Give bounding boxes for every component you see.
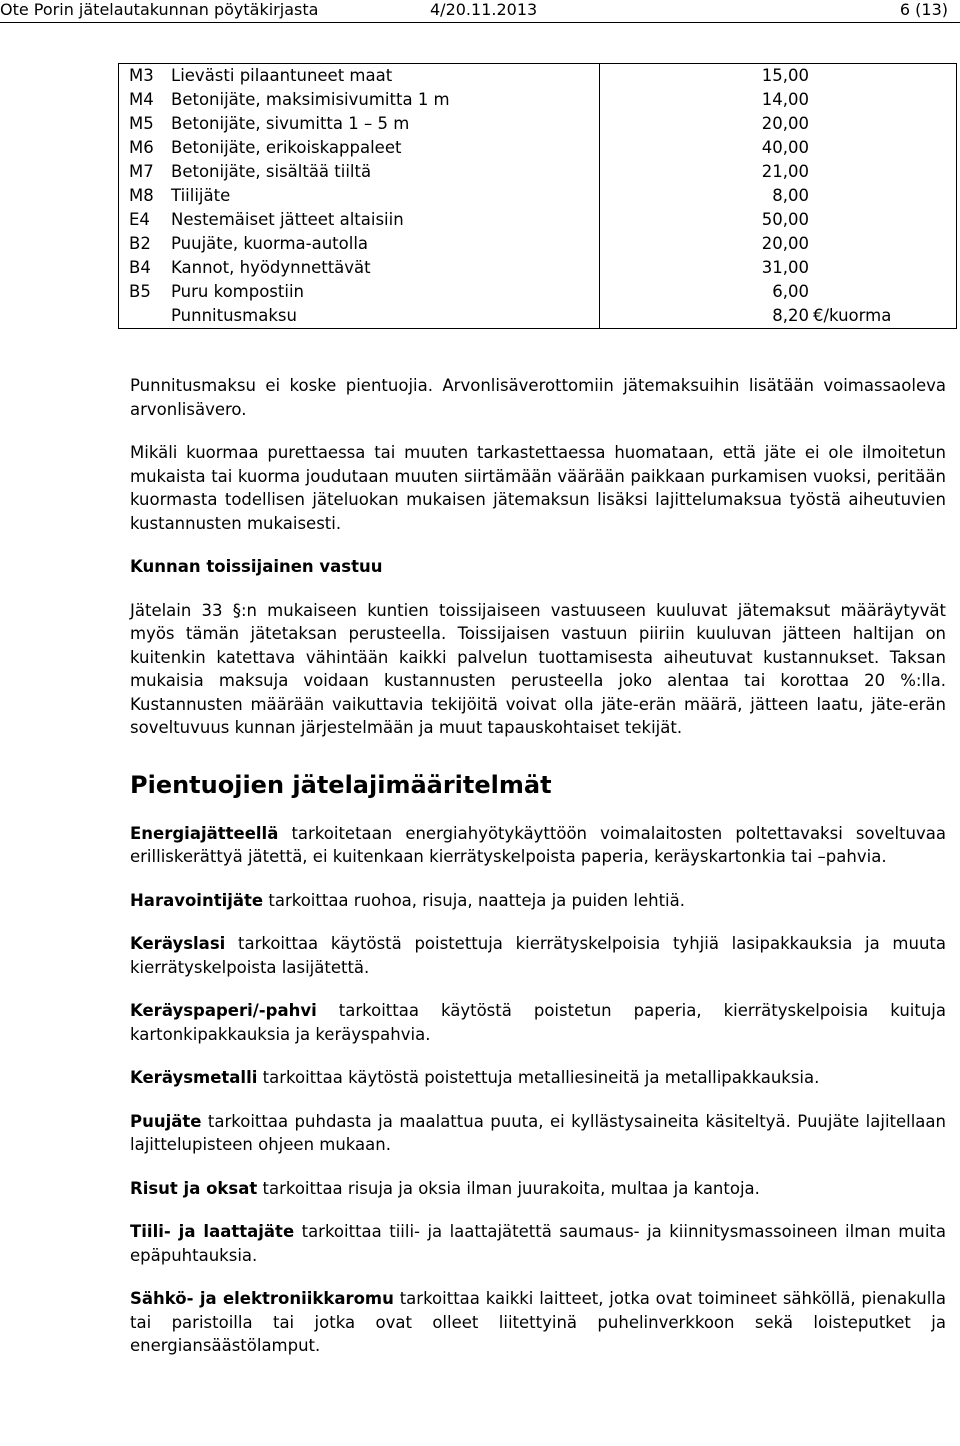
fee-row-label — [119, 184, 600, 208]
definition-term: Sähkö- ja elektroniikkaromu — [130, 1289, 394, 1308]
fee-row — [119, 64, 957, 89]
definition-text: tarkoittaa kaikki laitteet, jotka ovat toimineet sähköllä, pienakulla tai paristoilla tai jotka ovat olleet liitettyinä puhelinverkkoon sekä loisteputket ja energiansäästölamput. — [130, 1289, 946, 1355]
definition-item — [130, 1287, 946, 1358]
definition-term: Risut ja oksat — [130, 1178, 258, 1198]
fee-row-label — [119, 160, 600, 184]
fee-unit — [809, 256, 957, 280]
definition-term: Keräyspaperi/-pahvi — [130, 1001, 317, 1020]
fee-table-body — [119, 64, 957, 329]
fee-value: 40,00 — [761, 138, 809, 157]
fee-value: 20,00 — [761, 114, 809, 133]
fee-row — [119, 256, 957, 280]
definition-item — [130, 1110, 946, 1157]
definition-item — [130, 999, 946, 1046]
definition-item — [130, 1177, 946, 1201]
fee-value: 50,00 — [761, 210, 809, 229]
fee-table — [118, 63, 957, 329]
fee-row — [119, 88, 957, 112]
fee-unit — [809, 64, 957, 89]
fee-value: 14,00 — [761, 90, 809, 109]
fee-unit — [809, 232, 957, 256]
section-heading-small-deliverers: Pientuojien jätelajimääritelmät — [130, 770, 552, 799]
waste-type-name: Betonijäte, sivumitta 1 – 5 m — [171, 114, 410, 133]
definition-term: Keräyslasi — [130, 934, 226, 953]
definition-term: Keräysmetalli — [130, 1068, 258, 1087]
fee-value: 15,00 — [761, 66, 809, 85]
waste-code: B2 — [129, 234, 151, 253]
waste-type-name: Kannot, hyödynnettävät — [171, 258, 371, 277]
fee-row-label — [119, 304, 600, 329]
waste-code: B4 — [129, 258, 151, 277]
fee-row — [119, 136, 957, 160]
definition-term: Energiajätteellä — [130, 823, 279, 843]
fee-unit — [809, 160, 957, 184]
definition-term: Puujäte — [130, 1111, 202, 1131]
fee-unit — [809, 184, 957, 208]
definition-item — [130, 1066, 946, 1090]
fee-row-label — [119, 232, 600, 256]
section-heading-secondary-responsibility: Kunnan toissijainen vastuu — [130, 557, 383, 576]
definition-item — [130, 1220, 946, 1267]
fee-unit — [809, 280, 957, 304]
fee-value: 20,00 — [761, 234, 809, 253]
definition-text: tarkoittaa käytöstä poistetun paperia, kierrätyskelpoisia kuituja kartonkipakkauksia ja keräyspahvia. — [130, 1001, 946, 1044]
fee-row-label — [119, 112, 600, 136]
fee-row — [119, 304, 957, 329]
definition-text: tarkoittaa risuja ja oksia ilman juurakoita, multaa ja kantoja. — [257, 1178, 760, 1198]
misdeclared-load-paragraph: Mikäli kuormaa purettaessa tai muuten tarkastettaessa huomataan, että jäte ei ole ilmoitetun mukaista tai kuorma joudutaan muuten siirtämään väärään paikkaan purkamisen vuoksi, peritään kuormasta todellisen jäteluokan mukaisen jätemaksun lisäksi lajittelumaksua työstä aiheutuvien kustannusten mukaisesti. — [130, 443, 946, 533]
document-body — [130, 374, 946, 1378]
fee-row — [119, 160, 957, 184]
waste-code: E4 — [129, 210, 150, 229]
fee-row — [119, 112, 957, 136]
fee-value: 21,00 — [761, 162, 809, 181]
fee-unit — [809, 88, 957, 112]
definition-term: Haravointijäte — [130, 890, 264, 910]
definition-text: tarkoittaa käytöstä poistettuja metalliesineitä ja metallipakkauksia. — [257, 1068, 820, 1087]
waste-code: M4 — [129, 90, 154, 109]
fee-row — [119, 208, 957, 232]
fee-row-label — [119, 208, 600, 232]
waste-code: M6 — [129, 138, 154, 157]
fee-unit — [809, 112, 957, 136]
meeting-date: 4/20.11.2013 — [430, 0, 538, 19]
waste-code: M3 — [129, 66, 154, 85]
fee-value: 8,00 — [772, 186, 809, 205]
fee-value: 31,00 — [761, 258, 809, 277]
waste-type-name: Puujäte, kuorma-autolla — [171, 234, 369, 253]
waste-code: M8 — [129, 186, 154, 205]
fee-unit: €/kuorma — [813, 306, 892, 325]
fee-value: 6,00 — [772, 282, 809, 301]
definition-term: Tiili- ja laattajäte — [130, 1222, 295, 1241]
fee-row-label — [119, 280, 600, 304]
definition-text: tarkoittaa puhdasta ja maalattua puuta, ei kyllästysaineita käsiteltyä. Puujäte lajitellaan lajittelupisteen ohjeen mukaan. — [130, 1111, 946, 1154]
definition-text: tarkoittaa tiili- ja laattajätettä saumaus- ja kiinnitysmassoineen ilman muita epäpuhtauksia. — [130, 1222, 946, 1265]
waste-code: M7 — [129, 162, 154, 181]
fee-value: 8,20 — [772, 306, 809, 325]
weighing-fee-note: Punnitusmaksu ei koske pientuojia. Arvonlisäverottomiin jätemaksuihin lisätään voimassaoleva arvonlisävero. — [130, 376, 946, 419]
fee-row — [119, 184, 957, 208]
secondary-responsibility-paragraph: Jätelain 33 §:n mukaiseen kuntien toissijaiseen vastuuseen kuuluvat jätemaksut määräytyvät myös tämän jätetaksan perusteella. Toissijaisen vastuun piiriin kuuluvan jätteen haltijan on kuitenkin katettava vähintään kaikki palvelun tuottamisesta aiheutuvat kustannukset. Taksan mukaisia maksuja voidaan kustannusten perusteella joko alentaa tai korottaa 20 %:lla. Kustannusten määrään vaikuttavia tekijöitä voivat olla jäte-erän määrä, jätteen laatu, jäte-erän soveltuvuus kunnan järjestelmään ja muut tapauskohtaiset tekijät. — [130, 600, 946, 737]
waste-type-name: Betonijäte, erikoiskappaleet — [171, 138, 402, 157]
fee-row-label — [119, 136, 600, 160]
waste-code: M5 — [129, 114, 154, 133]
definition-item — [130, 889, 946, 913]
waste-type-name: Tiilijäte — [171, 186, 231, 205]
definition-text: tarkoittaa ruohoa, risuja, naatteja ja puiden lehtiä. — [263, 890, 685, 910]
definition-item — [130, 932, 946, 979]
definition-text: tarkoitetaan energiahyötykäyttöön voimalaitosten poltettavaksi soveltuvaa erilliskerättyä jätettä, ei kuitenkaan kierrätyskelpoista paperia, keräyskartonkia tai –pahvia. — [130, 823, 946, 866]
waste-type-name: Nestemäiset jätteet altaisiin — [171, 210, 404, 229]
definition-text: tarkoittaa käytöstä poistettuja kierrätyskelpoisia tyhjiä lasipakkauksia ja muuta kierrätyskelpoista lasijätettä. — [130, 934, 946, 977]
fee-row — [119, 232, 957, 256]
waste-code: B5 — [129, 282, 151, 301]
fee-unit — [809, 136, 957, 160]
fee-row-label — [119, 88, 600, 112]
document-source: Ote Porin jätelautakunnan pöytäkirjasta — [0, 0, 319, 19]
waste-type-name: Betonijäte, sisältää tiiltä — [171, 162, 372, 181]
waste-type-name: Betonijäte, maksimisivumitta 1 m — [171, 90, 450, 109]
fee-row — [119, 280, 957, 304]
page-header — [0, 0, 960, 23]
definition-item — [130, 822, 946, 869]
fee-row-label — [119, 256, 600, 280]
waste-type-name: Punnitusmaksu — [171, 306, 297, 325]
fee-row-label — [119, 64, 600, 89]
page-number: 6 (13) — [899, 0, 948, 19]
waste-type-name: Lievästi pilaantuneet maat — [171, 66, 393, 85]
definition-list — [130, 822, 946, 1358]
fee-unit — [809, 208, 957, 232]
waste-type-name: Puru kompostiin — [171, 282, 304, 301]
